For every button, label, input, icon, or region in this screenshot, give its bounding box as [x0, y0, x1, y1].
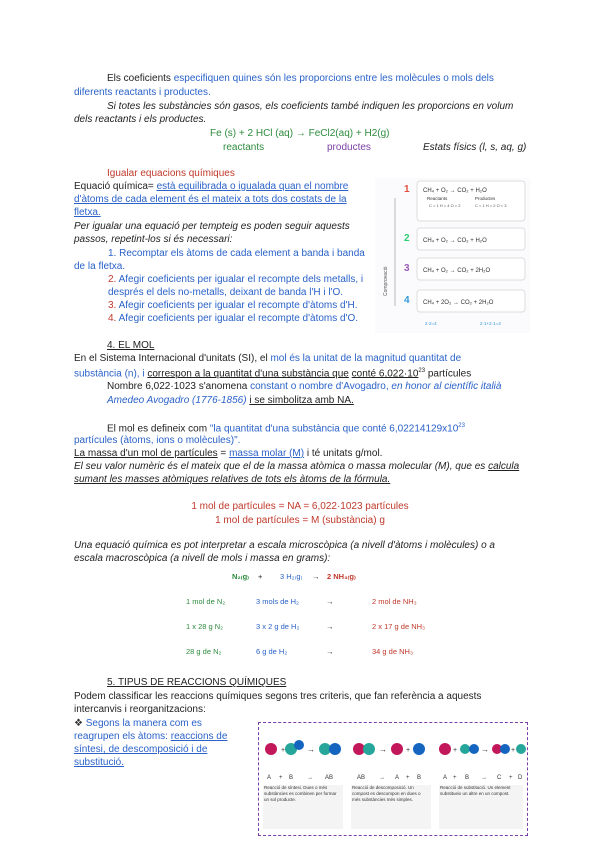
mol-paragraph-1-cont	[74, 365, 526, 380]
reaction-types-illustration	[258, 722, 528, 836]
atom-b2	[294, 740, 304, 750]
eq-plus: +	[258, 572, 263, 581]
step-4	[74, 312, 374, 325]
coef-paragraph-2: Si totes les substàncies són gasos, els coeficients també indiquen les proporcions en volum	[107, 101, 514, 112]
mol-p2-e: i se simbolitza amb NA.	[249, 395, 354, 406]
atom-ab2	[329, 743, 341, 755]
step-text: Afegir coeficients per igualar el recompte d'àtoms d'O.	[118, 313, 359, 324]
step-2-cont: després el dels no-metalls, deixant de banda l'H i l'O.	[108, 287, 344, 298]
mol-paragraph-3-cont: partícules (àtoms, ions o molècules)".	[74, 435, 241, 446]
atom-b2	[469, 744, 479, 754]
label: A	[267, 775, 272, 781]
balancing-diagram	[375, 178, 530, 333]
diagram-vertical-label: Comprovació	[383, 266, 389, 296]
label: B	[417, 775, 422, 781]
reactants-label: reactants	[223, 142, 265, 153]
label: B	[289, 775, 294, 781]
cell: 1 mol de N₂	[186, 597, 226, 606]
mol-p5-b: calcula	[488, 461, 520, 472]
eq-h2: 3 H₂₍g₎	[280, 572, 303, 581]
step-3	[74, 299, 374, 312]
atom-ab2	[363, 743, 375, 755]
molar-mass-m: massa molar (M)	[229, 448, 305, 459]
bullet-line-1	[74, 717, 244, 730]
label: A	[443, 775, 448, 781]
coef-paragraph-2-cont: dels reactants i els productes.	[74, 114, 207, 125]
mol-p1-c: substància (n), i	[74, 368, 145, 380]
eq-nh3: 2 NH₃₍g₎	[327, 572, 356, 581]
label: C	[497, 775, 502, 781]
cell: 2 x 17 g de NH₃	[372, 622, 426, 631]
mol-p1-e: conté 6,022·10	[351, 368, 419, 380]
mol-p5-a: El seu valor numèric és el mateix que el de la massa atòmica o massa molecular (M), que es	[74, 461, 486, 472]
diagram-react-counts: C = 1 H = 4 O = 2	[429, 203, 461, 208]
diagram-reactants-title: Reactants	[427, 196, 448, 201]
def-text-2: d'àtoms de cada element és el mateix a tots dos costats de la	[74, 194, 347, 205]
mol-p2-d: Amedeo Avogadro (1776-1856)	[107, 395, 247, 406]
interp-1: Una equació química es pot interpretar a escala microscòpica (a nivell d'àtoms i molècules) o a	[74, 540, 495, 551]
cell: 34 g de NH₃	[372, 647, 413, 656]
diagram-row-4: CH₄ + 2O₂ → CO₂ + 2H₂O	[423, 300, 494, 306]
reactions-heading: 5. TIPUS DE REACCIONS QUÍMIQUES	[107, 677, 287, 688]
step-text: Recomptar els àtoms de cada element a banda i banda	[119, 248, 365, 259]
cell: 1 x 28 g N₂	[186, 622, 224, 631]
formula-2: 1 mol de partícules = M (substància) g	[215, 515, 385, 526]
arrow-icon: →	[481, 745, 489, 754]
mol-p1-d: correspon a la quantitat d'una substància que	[147, 368, 349, 380]
molar-mass-term: La massa d'un mol de partícules	[74, 448, 218, 459]
diamond-bullet-icon: ❖	[74, 718, 83, 729]
cell: 28 g de N₂	[186, 647, 222, 656]
diagram-products-title: Productes	[475, 196, 496, 201]
balance-steps	[74, 247, 374, 325]
label: D	[518, 775, 523, 781]
mol-p3-exp: 23	[458, 423, 465, 429]
diagram-row-1: CH₄ + O₂ → CO₂ + H₂O	[423, 188, 487, 194]
step-2	[74, 273, 374, 286]
mol-p3-a: El mol es defineix com	[107, 423, 208, 435]
coef-term: Els coeficients	[107, 73, 171, 84]
def-text-1: està equilibrada o igualada quan el nombre	[156, 181, 349, 192]
mol-p1-b: mol és la unitat de la magnitud quantitat de	[270, 353, 462, 364]
mol-p1-a: En el Sistema Internacional d'unitats (SI), el	[74, 353, 268, 364]
molar-mass-units: i té unitats g/mol.	[304, 448, 383, 459]
cell: 2 mol de NH₃	[372, 597, 417, 606]
reaction-types-svg	[259, 723, 527, 835]
caption-3: Reacció de substitució. Un element substitueix un altre en un compost.	[440, 785, 511, 796]
plus: +	[453, 747, 458, 754]
products-label: productes	[327, 142, 371, 153]
label: +	[453, 775, 457, 781]
diagram-step-1: 1	[404, 184, 410, 195]
cell: 3 x 2 g de H₂	[256, 622, 300, 631]
cell: 6 g de H₂	[256, 647, 288, 656]
atom-d	[516, 744, 526, 754]
label: AB	[357, 775, 366, 781]
arrow-icon: →	[379, 745, 387, 754]
step-text: Afegir coeficients per igualar el recompte dels metalls, i	[118, 274, 364, 285]
coef-text-cont: diferents reactants i productes.	[74, 87, 211, 98]
bullet-text-b: reagrupen els àtoms:	[74, 731, 168, 742]
plus: +	[511, 747, 516, 754]
label: +	[279, 775, 283, 781]
label: AB	[325, 775, 334, 781]
cell: 3 mols de H₂	[256, 597, 299, 606]
formula-1: 1 mol de partícules = NA = 6,022·1023 partícules	[191, 501, 409, 512]
def-term: Equació química=	[74, 181, 154, 192]
eq-n2: N₂₍g₎	[232, 572, 250, 581]
arrow-icon: →	[307, 745, 315, 754]
label: +	[509, 775, 513, 781]
cell: →	[326, 647, 334, 656]
diagram-step-2: 2	[404, 233, 410, 244]
plus: +	[406, 747, 411, 754]
cell: →	[326, 622, 334, 631]
balance-definition	[74, 180, 364, 193]
label: →	[481, 775, 487, 781]
molar-mass-line	[74, 447, 526, 460]
step-text: Afegir coeficients per igualar el recompte d'àtoms d'H.	[118, 300, 358, 311]
mol-p2-b: constant o nombre d'Avogadro,	[250, 381, 389, 392]
balance-heading: Igualar equacions químiques	[107, 168, 235, 179]
step-number: 3.	[108, 300, 117, 311]
atom-b	[413, 743, 425, 755]
diagram-step-3: 3	[404, 263, 410, 274]
coef-paragraph-1	[107, 72, 527, 85]
step-number: 1.	[108, 248, 117, 259]
mol-paragraph-2-cont	[107, 394, 527, 407]
mol-p1-f: partícules	[425, 368, 472, 380]
states-label: Estats físics (l, s, aq, g)	[423, 142, 527, 153]
atom-a	[439, 743, 451, 755]
mol-p2-c: en honor al científic italià	[391, 381, 502, 392]
step-1	[74, 247, 374, 260]
mol-p1-exp: 23	[418, 368, 426, 374]
bullet-line-3: síntesi, de descomposició i de	[74, 744, 208, 755]
mol-paragraph-1	[74, 352, 526, 365]
molar-mass-eq: =	[217, 448, 230, 459]
atom-a	[265, 743, 277, 755]
mol-heading: 4. EL MOL	[107, 340, 155, 351]
def-text-3: fletxa.	[74, 207, 101, 218]
caption-2: Reacció de descomposició. Un compost es descompon en dues o més substàncies més simples.	[352, 785, 421, 802]
bullet-line-4: substitució.	[74, 757, 125, 768]
diagram-row-3: CH₄ + O₂ → CO₂ + 2H₂O	[423, 268, 491, 274]
plus: +	[281, 747, 286, 754]
label: →	[379, 775, 385, 781]
atom-a	[391, 743, 403, 755]
step-number: 2.	[108, 274, 117, 285]
cell: →	[326, 597, 334, 606]
example-equation: Fe (s) + 2 HCl (aq) → FeCl2(aq) + H2(g)	[210, 128, 390, 139]
bullet-text-a: Segons la manera com es	[85, 718, 202, 729]
atom-b	[460, 744, 470, 754]
diagram-row-box-1	[417, 181, 525, 221]
step-number: 4.	[108, 313, 117, 324]
label: →	[307, 775, 313, 781]
caption-1: Reacció de síntesi. Dues o més substàncies es combinen per formar un sol producte.	[264, 785, 337, 802]
reactions-paragraph: Podem classificar les reaccions químiques segons tres criteris, que fan referència a aquests	[74, 691, 482, 702]
bullet-line-2	[74, 730, 249, 743]
label: A	[395, 775, 400, 781]
mol-p3-b: "la quantitat d'una substància que conté 6,02214129x10	[209, 423, 459, 435]
label: +	[406, 775, 410, 781]
trial-text-1: Per igualar una equació per tempteig es poden seguir aquests	[74, 221, 350, 232]
diagram-bottom-left: 2·2=4	[425, 321, 437, 326]
atom-c2	[500, 744, 510, 754]
bullet-text-c: reaccions de	[170, 731, 228, 742]
mol-paragraph-2	[107, 380, 527, 393]
trial-text-2: passos, repetint-los si és necessari:	[74, 234, 233, 245]
coef-text: especifiquen quines són les proporcions entre les molècules o mols dels	[173, 73, 494, 84]
diagram-step-4: 4	[404, 295, 410, 306]
diagram-bottom-right: 2·1+2·1=4	[480, 321, 501, 326]
diagram-row-2: CH₄ + O₂ → CO₂ + H₂O	[423, 238, 487, 244]
eq-arrow: →	[312, 572, 320, 581]
step-1-cont: de la fletxa.	[74, 261, 126, 272]
reactions-paragraph-cont: intercanvis i reorganitzacions:	[74, 704, 206, 715]
mol-paragraph-5-cont: sumant les masses atòmiques relatives de tots els àtoms de la fórmula.	[74, 474, 391, 485]
mol-p2-a: Nombre 6,022·1023 s'anomena	[107, 381, 248, 392]
diagram-prod-counts: C = 1 H = 2 O = 3	[475, 203, 507, 208]
label: B	[465, 775, 470, 781]
mol-paragraph-5	[74, 460, 526, 473]
interp-2: escala macroscòpica (a nivell de mols i massa en grams):	[74, 553, 331, 564]
